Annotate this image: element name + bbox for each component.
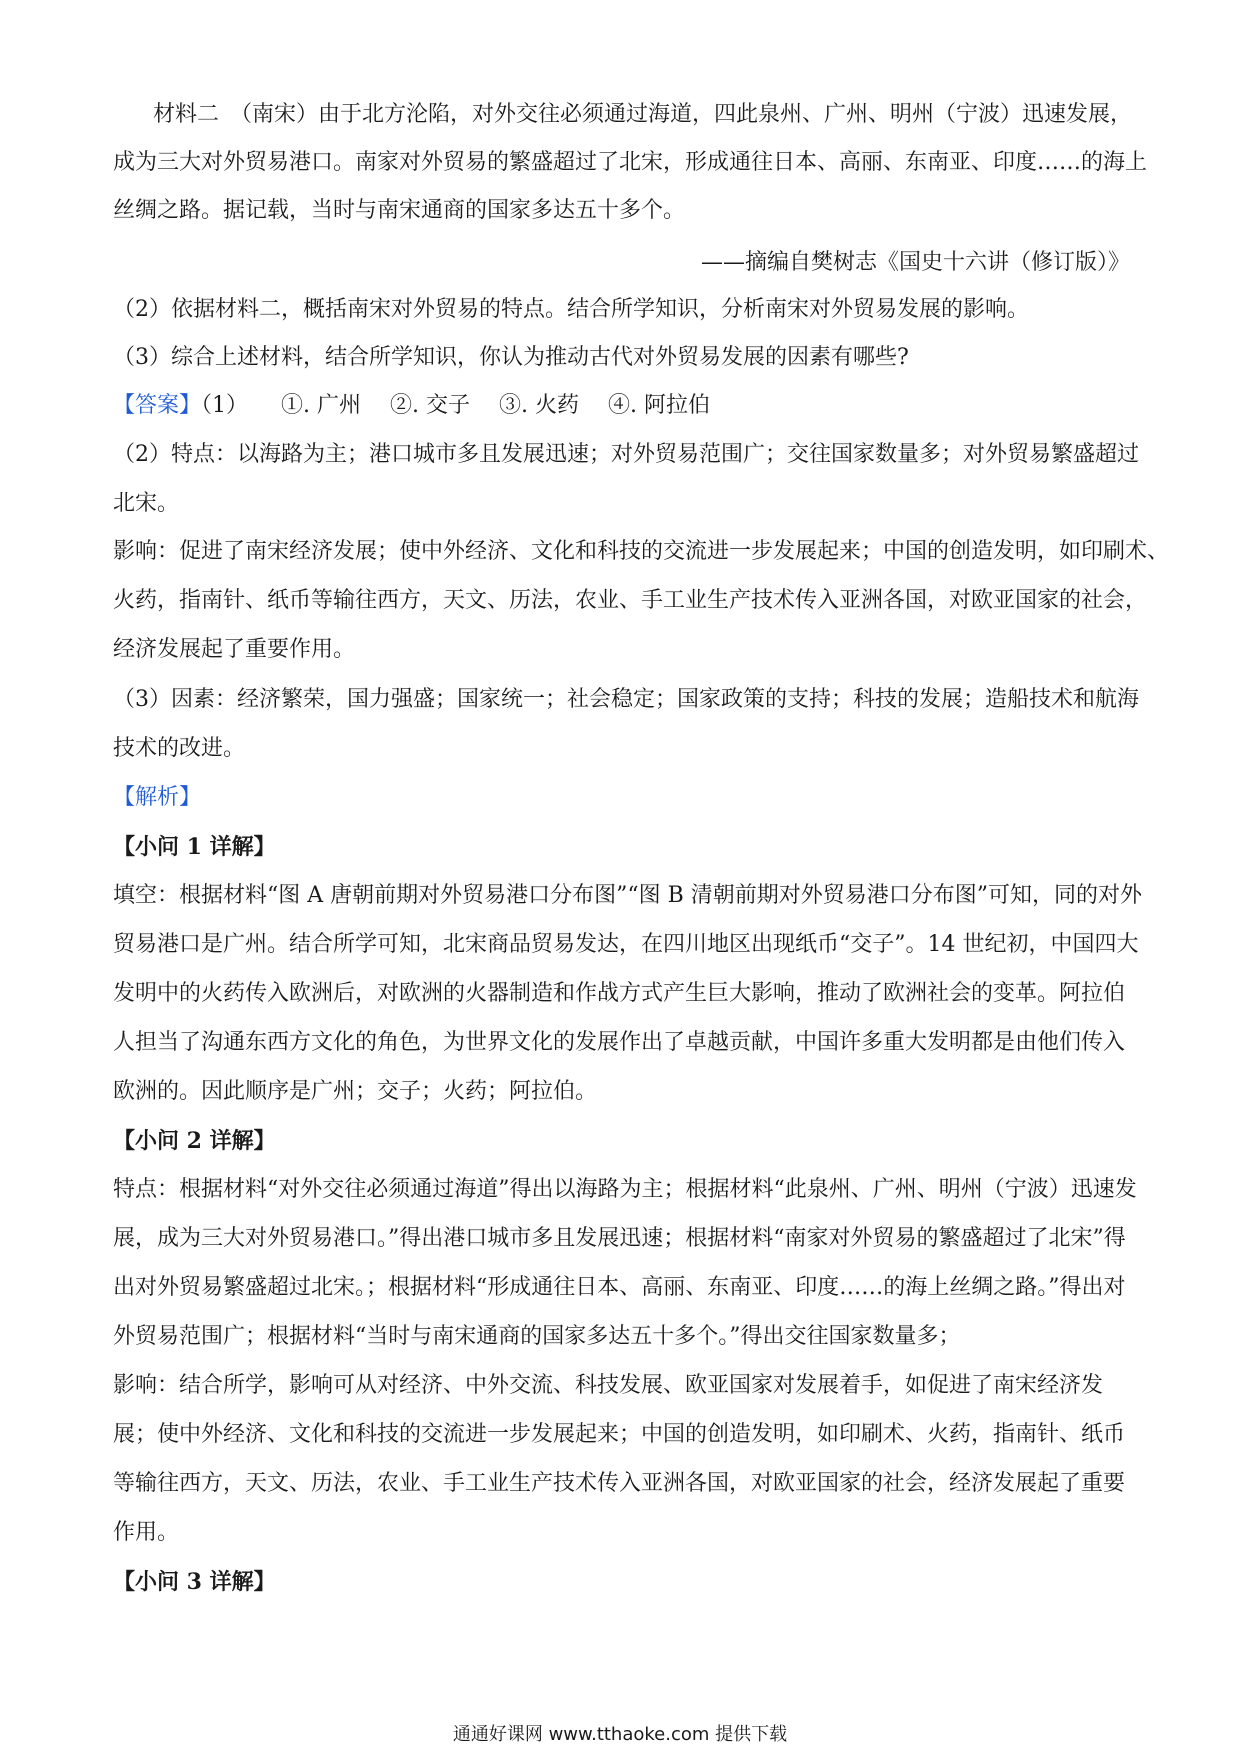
answer-2-line-2: 北宋。 (113, 491, 180, 516)
answer-tag: 【答案】 (113, 393, 202, 418)
question-3: （3）综合上述材料，结合所学知识，你认为推动古代对外贸易发展的因素有哪些? (113, 345, 909, 370)
sub2-title: 【小问 2 详解】 (113, 1128, 276, 1154)
sub1-title: 【小问 1 详解】 (113, 834, 276, 860)
sub1-line-5: 欧洲的。因此顺序是广州；交子；火药；阿拉伯。 (113, 1079, 598, 1104)
material2-source: ——摘编自樊树志《国史十六讲（修订版）》 (700, 250, 1130, 275)
answer-1: （1） ①. 广州 ②. 交子 ③. 火药 ④. 阿拉伯 (201, 393, 710, 418)
sub2-line-6: 展；使中外经济、文化和科技的交流进一步发展起来；中国的创造发明，如印刷术、火药，指南针、纸币 (113, 1422, 1126, 1447)
impact-line-1: 影响：促进了南宋经济发展；使中外经济、文化和科技的交流进一步发展起来；中国的创造发明，如印刷术、 (113, 539, 1170, 564)
question-2: （2）依据材料二，概括南宋对外贸易的特点。结合所学知识，分析南宋对外贸易发展的影响。 (113, 297, 1030, 322)
answer-3-line-1: （3）因素：经济繁荣，国力强盛；国家统一；社会稳定；国家政策的支持；科技的发展；造船技术和航海 (113, 687, 1140, 712)
sub2-line-8: 作用。 (113, 1520, 180, 1545)
sub1-line-3: 发明中的火药传入欧洲后，对欧洲的火器制造和作战方式产生巨大影响，推动了欧洲社会的变革。阿拉伯 (113, 981, 1126, 1006)
impact-line-2: 火药，指南针、纸币等输往西方，天文、历法，农业、手工业生产技术传入亚洲各国，对欧亚国家的社会， (113, 588, 1148, 613)
sub2-line-7: 等输往西方，天文、历法，农业、手工业生产技术传入亚洲各国，对欧亚国家的社会，经济发展起了重要 (113, 1471, 1126, 1496)
sub3-title: 【小问 3 详解】 (113, 1569, 276, 1595)
material2-line-1: 材料二 （南宋）由于北方沦陷，对外交往必须通过海道，四此泉州、广州、明州（宁波）迅速发展， (153, 102, 1133, 127)
sub2-line-2: 展，成为三大对外贸易港口。”得出港口城市多且发展迅速；根据材料“南家对外贸易的繁盛超过了北宋”得 (113, 1226, 1126, 1251)
sub1-line-4: 人担当了沟通东西方文化的角色，为世界文化的发展作出了卓越贡献，中国许多重大发明都是由他们传入 (113, 1030, 1126, 1055)
sub2-line-4: 外贸易范围广；根据材料“当时与南宋通商的国家多达五十多个。”得出交往国家数量多； (113, 1324, 961, 1349)
impact-line-3: 经济发展起了重要作用。 (113, 637, 356, 662)
sub1-line-2: 贸易港口是广州。结合所学可知，北宋商品贸易发达，在四川地区出现纸币“交子”。14 世纪初，中国四大 (113, 932, 1139, 957)
sub1-line-1: 填空：根据材料“图 A 唐朝前期对外贸易港口分布图”“图 B 清朝前期对外贸易港口分布图”可知，同的对外 (113, 883, 1143, 908)
answer-line-1 (113, 391, 1130, 421)
sub2-line-1: 特点：根据材料“对外交往必须通过海道”得出以海路为主；根据材料“此泉州、广州、明州（宁波）迅速发 (113, 1177, 1137, 1202)
page-footer: 通通好课网 www.tthaoke.com 提供下载 (452, 1724, 788, 1745)
material2-line-2: 成为三大对外贸易港口。南家对外贸易的繁盛超过了北宋，形成通往日本、高丽、东南亚、印度……的海上 (113, 150, 1148, 175)
answer-2-line-1: （2）特点：以海路为主；港口城市多且发展迅速；对外贸易范围广；交往国家数量多；对外贸易繁盛超过 (113, 442, 1140, 467)
sub2-line-5: 影响：结合所学，影响可从对经济、中外交流、科技发展、欧亚国家对发展着手，如促进了南宋经济发 (113, 1373, 1104, 1398)
sub2-line-3: 出对外贸易繁盛超过北宋。；根据材料“形成通往日本、高丽、东南亚、印度……的海上丝绸之路。”得出对 (113, 1275, 1126, 1300)
analysis-tag: 【解析】 (113, 785, 202, 810)
answer-3-line-2: 技术的改进。 (113, 736, 246, 761)
material2-line-3: 丝绸之路。据记载，当时与南宋通商的国家多达五十多个。 (113, 198, 686, 223)
